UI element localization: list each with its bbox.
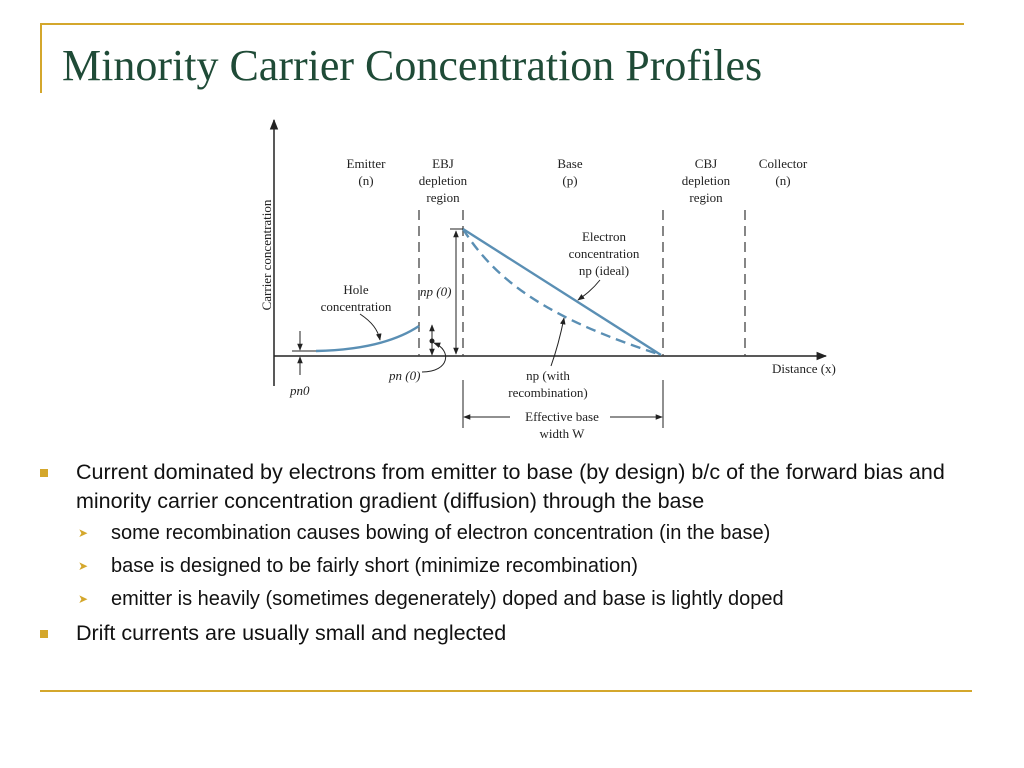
pn0-marker-dot <box>430 339 435 344</box>
electron-concentration-label: Electron concentration np (ideal) <box>568 229 640 278</box>
y-axis-label: Carrier concentration <box>259 199 274 311</box>
hole-concentration-label: Hole concentration <box>320 282 392 314</box>
effective-base-width-label: Effective base width W <box>525 409 599 441</box>
bullet-text: Current dominated by electrons from emitter to base (by design) b/c of the forward bias and minority carrier concentration gradient (diffusion) through the base <box>76 460 945 513</box>
base-label: Base (p) <box>557 156 583 188</box>
hole-label-pointer <box>360 314 380 340</box>
cbj-label: CBJ depletion region <box>681 156 731 205</box>
x-axis-label: Distance (x) <box>772 361 836 376</box>
sub-bullet-item <box>40 520 985 547</box>
np-recombination-pointer <box>551 318 564 366</box>
ebj-label: EBJ depletion region <box>418 156 468 205</box>
emitter-label: Emitter (n) <box>346 156 386 188</box>
pn0-pointer <box>422 343 446 372</box>
sub-bullet-text: some recombination causes bowing of electron concentration (in the base) <box>111 522 771 544</box>
pn0-boundary-label: pn (0) <box>389 368 421 383</box>
bullet-list <box>40 458 985 652</box>
arrow-bullet-icon: ➤ <box>78 559 89 573</box>
arrow-bullet-icon: ➤ <box>78 592 89 606</box>
square-bullet-icon <box>40 630 48 638</box>
bullet-item <box>40 619 985 648</box>
sub-bullet-text: base is designed to be fairly short (minimize recombination) <box>111 555 638 577</box>
np0-label: np (0) <box>420 284 452 299</box>
bullet-text: Drift currents are usually small and neglected <box>76 621 507 645</box>
arrow-bullet-icon: ➤ <box>78 526 89 540</box>
np-recombination-label: np (with recombination) <box>508 368 588 400</box>
electron-label-pointer <box>578 280 600 300</box>
square-bullet-icon <box>40 469 48 477</box>
pn0-label: pn0 <box>290 383 310 398</box>
bullet-item <box>40 458 985 516</box>
collector-label: Collector (n) <box>758 156 808 188</box>
hole-concentration-curve <box>316 326 419 351</box>
sub-bullet-item <box>40 553 985 580</box>
sub-bullet-item <box>40 586 985 613</box>
slide-title: Minority Carrier Concentration Profiles <box>62 41 763 90</box>
sub-bullet-text: emitter is heavily (sometimes degenerately) doped and base is lightly doped <box>111 588 784 610</box>
